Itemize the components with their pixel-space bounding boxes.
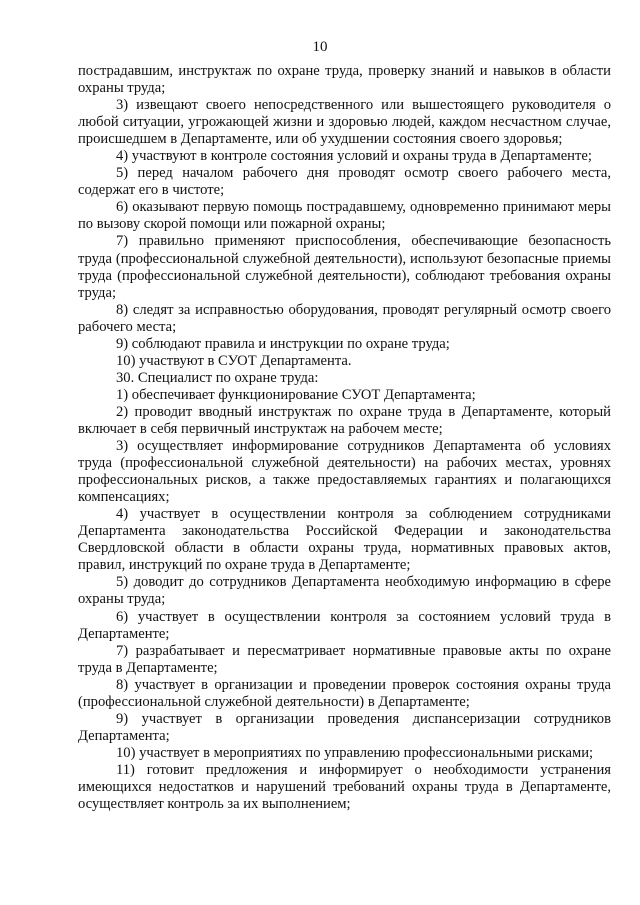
- paragraph: 8) участвует в организации и проведении проверок состояния охраны труда (профессиональной служебной деятельности) в Департаменте;: [78, 676, 611, 710]
- paragraph: 9) участвует в организации проведения диспансеризации сотрудников Департамента;: [78, 710, 611, 744]
- paragraph: 6) оказывают первую помощь пострадавшему, одновременно принимают меры по вызову скорой помощи или пожарной охраны;: [78, 199, 611, 233]
- paragraph: пострадавшим, инструктаж по охране труда, проверку знаний и навыков в области охраны труда;: [78, 63, 611, 97]
- paragraph: 7) разрабатывает и пересматривает нормативные правовые акты по охране труда в Департаменте;: [78, 642, 611, 676]
- paragraph: 2) проводит вводный инструктаж по охране труда в Департаменте, который включает в себя первичный инструктаж на рабочем месте;: [78, 403, 611, 437]
- paragraph: 8) следят за исправностью оборудования, проводят регулярный осмотр своего рабочего места;: [78, 301, 611, 335]
- paragraph: 1) обеспечивает функционирование СУОТ Департамента;: [116, 386, 476, 403]
- document-body: [78, 63, 611, 813]
- paragraph: 10) участвует в мероприятиях по управлению профессиональными рисками;: [116, 744, 594, 761]
- paragraph: 5) перед началом рабочего дня проводят осмотр своего рабочего места, содержат его в чистоте;: [78, 165, 611, 199]
- paragraph: 10) участвуют в СУОТ Департамента.: [116, 352, 352, 369]
- paragraph: 5) доводит до сотрудников Департамента необходимую информацию в сфере охраны труда;: [78, 574, 611, 608]
- paragraph: 4) участвуют в контроле состояния условий и охраны труда в Департаменте;: [116, 148, 592, 165]
- paragraph: 3) извещают своего непосредственного или вышестоящего руководителя о любой ситуации, угрожающей жизни и здоровью людей, каждом несчастном случае, происшедшем в Департаменте, или об ухудшении состояния своего здоровья;: [78, 97, 611, 148]
- paragraph: 3) осуществляет информирование сотрудников Департамента об условиях труда (профессиональной служебной деятельности) на рабочих местах, уровнях профессиональных рисков, а также предоставляемых гарантиях и полагающихся компенсациях;: [78, 438, 611, 506]
- paragraph: 11) готовит предложения и информирует о необходимости устранения имеющихся недостатков и нарушений требований охраны труда в Департаменте, осуществляет контроль за их выполнением;: [78, 761, 611, 813]
- paragraph: 7) правильно применяют приспособления, обеспечивающие безопасность труда (профессиональной служебной деятельности), используют безопасные приемы труда (профессиональной служебной деятельности), соблюдают требования охраны труда;: [78, 233, 611, 301]
- section-heading: 30. Специалист по охране труда:: [116, 369, 319, 386]
- paragraph: 6) участвует в осуществлении контроля за состоянием условий труда в Департаменте;: [78, 608, 611, 642]
- paragraph: 9) соблюдают правила и инструкции по охране труда;: [116, 335, 450, 352]
- paragraph: 4) участвует в осуществлении контроля за соблюдением сотрудниками Департамента законодательства Российской Федерации и законодательства Свердловской области в области охраны труда, нормативных правовых актов, правил, инструкций по охране труда в Департаменте;: [78, 506, 611, 574]
- page-number: 10: [312, 39, 328, 55]
